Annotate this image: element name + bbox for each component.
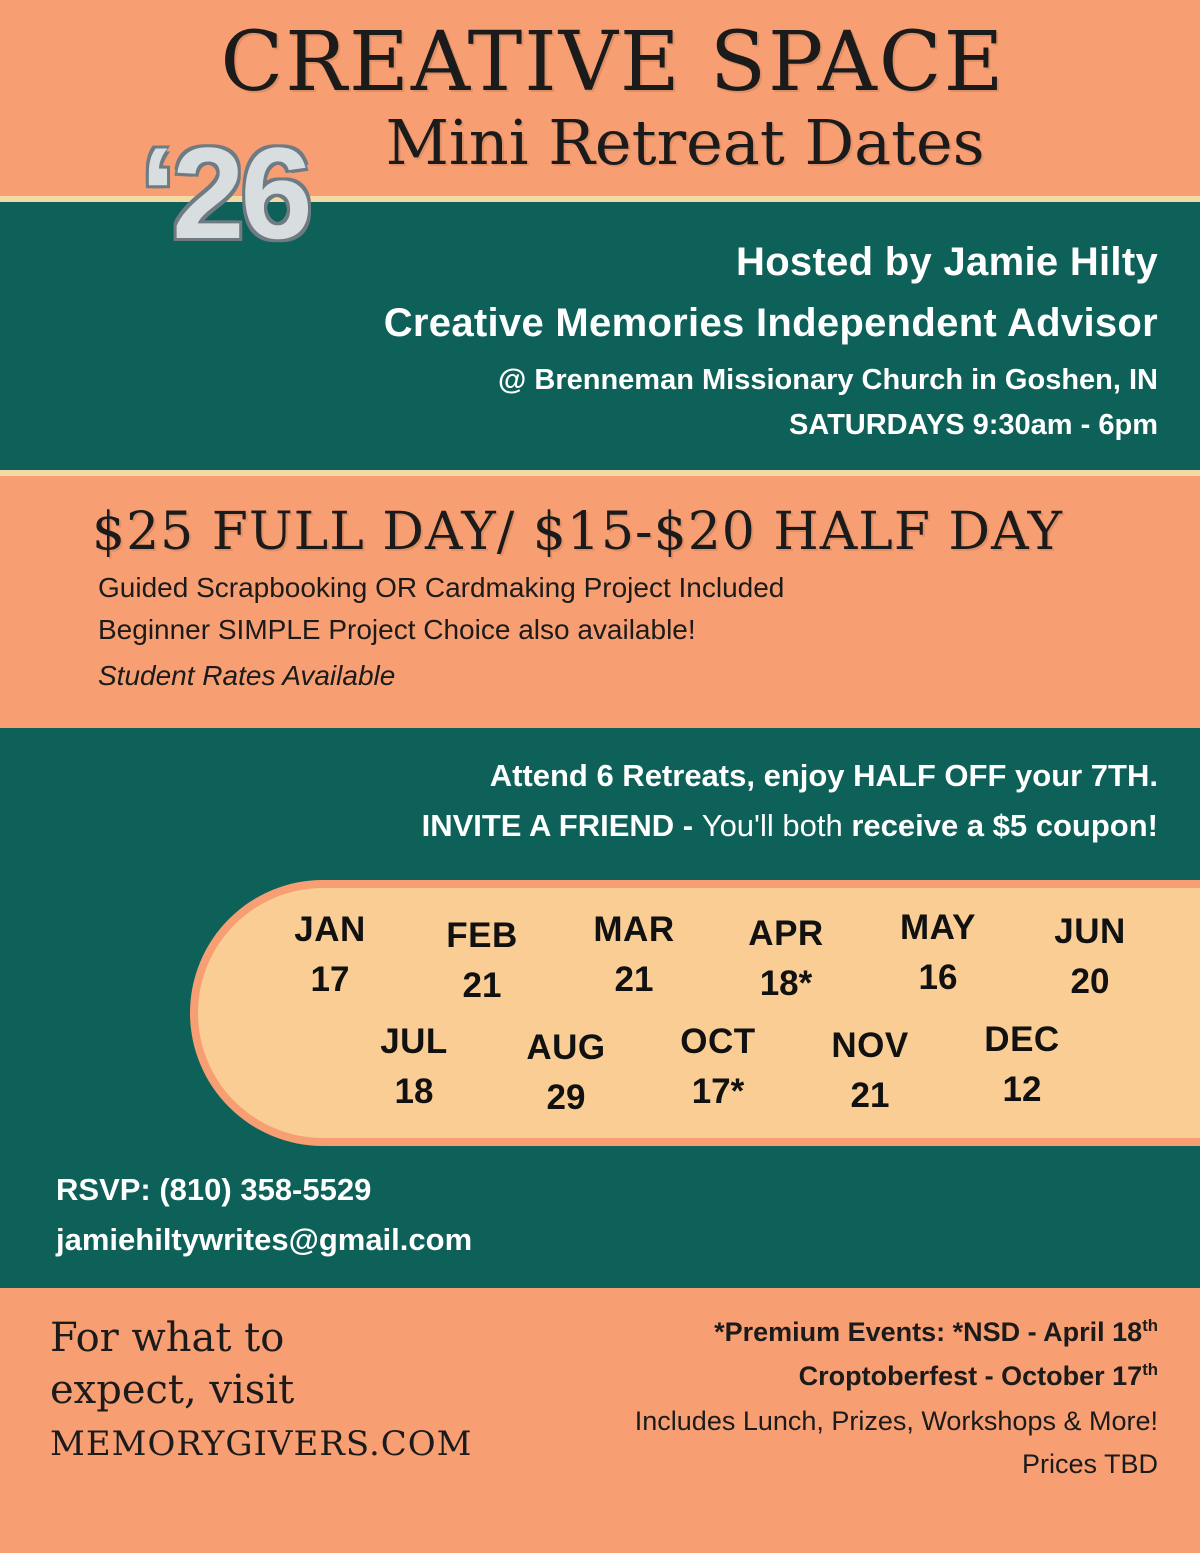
pricing-detail-1: Guided Scrapbooking OR Cardmaking Project Included xyxy=(98,572,785,603)
date-item-aug xyxy=(490,1028,642,1118)
month-day: 16 xyxy=(918,958,958,997)
month-day: 29 xyxy=(546,1078,586,1117)
date-item-dec xyxy=(946,1020,1098,1110)
month-label: APR xyxy=(748,914,824,953)
footer-cta-line2: expect, visit xyxy=(50,1367,295,1413)
host-venue: @ Brenneman Missionary Church in Goshen, IN xyxy=(498,364,1158,396)
month-label: JUL xyxy=(380,1022,448,1061)
date-item-jun xyxy=(1014,912,1166,1002)
includes-note: Includes Lunch, Prizes, Workshops & More! xyxy=(634,1406,1158,1436)
offer-referral xyxy=(0,808,1158,844)
premium-events-sup: th xyxy=(1142,1316,1158,1335)
month-day: 12 xyxy=(1002,1070,1042,1109)
offer-referral-mid: You'll both xyxy=(701,808,852,843)
date-item-feb xyxy=(406,916,558,1006)
pricing-section xyxy=(0,476,1200,728)
dates-row-second xyxy=(198,1020,1200,1117)
page-subtitle: Mini Retreat Dates xyxy=(385,106,985,179)
month-label: JAN xyxy=(294,910,366,949)
dates-capsule xyxy=(190,880,1200,1146)
footer-cta-line1: For what to xyxy=(50,1315,285,1361)
month-day: 18 xyxy=(394,1072,434,1111)
prices-note: Prices TBD xyxy=(1021,1449,1158,1479)
month-label: MAY xyxy=(899,908,977,947)
footer-right xyxy=(635,1312,1158,1480)
offer-referral-lead: INVITE A FRIEND - xyxy=(421,808,702,843)
month-day: 17 xyxy=(310,960,350,999)
croptoberfest-note xyxy=(635,1360,1158,1392)
croptoberfest-sup: th xyxy=(1142,1360,1158,1379)
footer-left xyxy=(50,1312,472,1464)
date-item-nov xyxy=(794,1026,946,1116)
offers-dates-section xyxy=(0,728,1200,1288)
host-role: Creative Memories Independent Advisor xyxy=(383,301,1158,345)
pricing-detail-2: Beginner SIMPLE Project Choice also available! xyxy=(98,614,696,645)
month-label: OCT xyxy=(680,1022,756,1061)
date-item-jan xyxy=(254,910,406,1000)
pricing-detail-3: Student Rates Available xyxy=(98,660,396,691)
rsvp-block xyxy=(0,1146,1200,1288)
month-day: 21 xyxy=(462,966,502,1005)
dates-wrapper xyxy=(0,844,1200,1146)
premium-events-note xyxy=(635,1316,1158,1348)
month-label: MAR xyxy=(593,910,675,949)
rsvp-phone[interactable]: RSVP: (810) 358-5529 xyxy=(56,1172,372,1207)
date-item-apr xyxy=(710,914,862,1004)
dates-row-first xyxy=(198,908,1200,1005)
month-label: AUG xyxy=(526,1028,606,1067)
rsvp-email[interactable]: jamiehiltywrites@gmail.com xyxy=(56,1222,473,1257)
date-item-jul xyxy=(338,1022,490,1112)
date-item-mar xyxy=(558,910,710,1000)
page-title: CREATIVE SPACE xyxy=(220,15,1006,110)
host-hours: SATURDAYS 9:30am - 6pm xyxy=(788,409,1158,441)
offer-loyalty: Attend 6 Retreats, enjoy HALF OFF your 7TH. xyxy=(489,758,1158,793)
month-label: NOV xyxy=(831,1026,909,1065)
offers-block xyxy=(0,728,1200,844)
month-day: 21 xyxy=(850,1076,890,1115)
month-day: 20 xyxy=(1070,962,1110,1001)
month-day: 17* xyxy=(691,1072,745,1111)
footer-website[interactable]: MEMORYGIVERS.COM xyxy=(50,1424,473,1464)
year-badge: ‘26 xyxy=(140,120,309,266)
date-item-oct xyxy=(642,1022,794,1112)
month-day: 18* xyxy=(759,964,813,1003)
footer-section xyxy=(0,1288,1200,1510)
month-day: 21 xyxy=(614,960,654,999)
date-item-may xyxy=(862,908,1014,998)
month-label: JUN xyxy=(1054,912,1126,951)
month-label: DEC xyxy=(984,1020,1060,1059)
croptoberfest-text: Croptoberfest - October 17 xyxy=(798,1361,1143,1391)
pricing-headline: $25 FULL DAY/ $15-$20 HALF DAY xyxy=(92,502,1063,562)
month-label: FEB xyxy=(446,916,518,955)
offer-referral-tail: receive a $5 coupon! xyxy=(851,808,1158,843)
premium-events-text: *Premium Events: *NSD - April 18 xyxy=(714,1317,1143,1347)
host-name: Hosted by Jamie Hilty xyxy=(736,240,1158,284)
